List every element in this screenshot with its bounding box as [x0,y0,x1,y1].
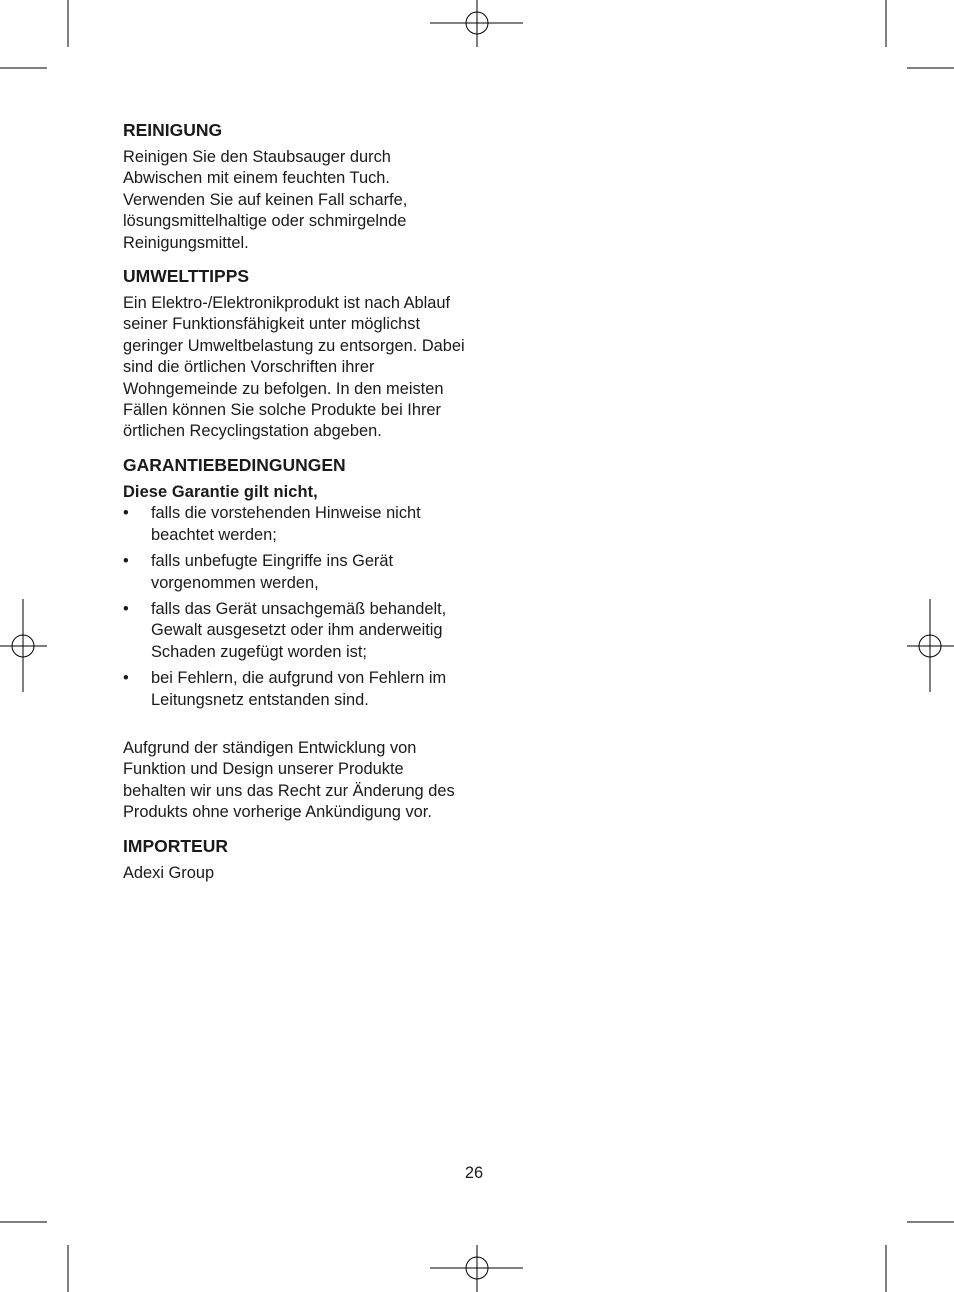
registration-mark-left [0,599,47,692]
product-change-notice: Aufgrund der ständigen Entwicklung von Funktion und Design unserer Produkte behalten wir uns das Recht zur Änderung des Produkts ohne vorherige Ankündigung vor. [123,738,455,822]
warranty-exclusions-intro: Diese Garantie gilt nicht, [123,482,318,501]
list-item-text: bei Fehlern, die aufgrund von Fehlern im Leitungsnetz entstanden sind. [151,669,447,709]
bullet-icon: • [123,504,129,523]
list-item [123,551,468,594]
list-item-text: falls unbefugte Eingriffe ins Gerät vorgenommen werden, [151,552,394,592]
section-heading: UMWELTTIPPS [123,266,250,287]
list-item [123,668,468,711]
registration-mark-right [907,599,954,692]
section-reinigung [123,119,468,254]
bullet-icon: • [123,599,129,618]
section-importeur [123,835,468,884]
list-item-text: falls das Gerät unsachgemäß behandelt, Gewalt ausgesetzt oder ihm anderweitig Schaden zugefügt worden ist; [151,599,447,661]
list-item [123,503,468,546]
section-heading: REINIGUNG [123,120,223,140]
section-body: Ein Elektro-/Elektronikprodukt ist nach Ablauf seiner Funktionsfähigkeit unter möglichst geringer Umweltbelastung zu entsorgen. Dabei sind die örtlichen Vorschriften ihrer Wohngemeinde zu befolgen. In den meisten Fällen können Sie solche Produkte bei Ihrer örtlichen Recyclingstation abgeben. [123,294,465,441]
registration-mark-bottom [430,1245,523,1292]
document-content [123,119,468,895]
bullet-icon: • [123,552,129,571]
registration-mark-top [430,0,523,47]
warranty-exclusions-list [123,503,468,711]
section-body: Adexi Group [123,863,215,882]
section-umwelttipps [123,265,468,443]
section-heading: GARANTIEBEDINGUNGEN [123,454,346,475]
list-item-text: falls die vorstehenden Hinweise nicht beachtet werden; [151,504,421,544]
page-number: 26 [464,1164,484,1182]
section-heading: IMPORTEUR [123,835,228,856]
bullet-icon: • [123,669,129,688]
list-item [123,599,468,663]
section-garantiebedingungen [123,454,468,824]
section-body: Reinigen Sie den Staubsauger durch Abwischen mit einem feuchten Tuch. Verwenden Sie auf keinen Fall scharfe, lösungsmittelhaltige oder schmirgelnde Reinigungsmittel. [123,148,408,252]
